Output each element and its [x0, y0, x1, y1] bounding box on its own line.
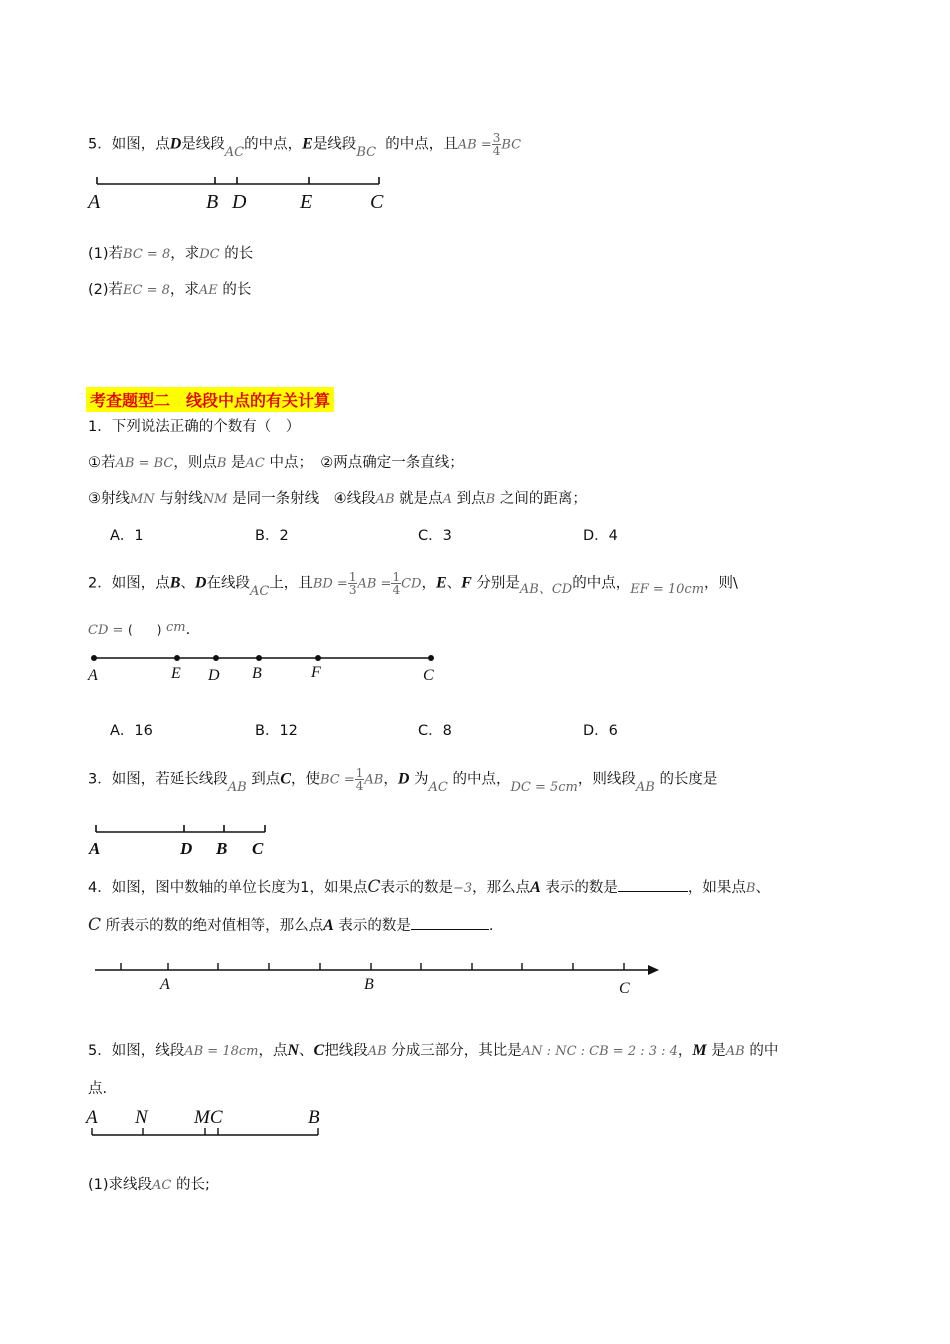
fig2-label-F: F — [311, 664, 321, 681]
q5a-sub1: (1)若BC = 8，求DC 的长 — [88, 246, 254, 262]
fig4-label-A: A — [160, 976, 170, 993]
fig2-label-D: D — [208, 667, 220, 684]
q1-statements-3-4: ③射线MN 与射线NM 是同一条射线 ④线段AB 就是点A 到点B 之间的距离； — [88, 491, 587, 507]
fig2-label-A: A — [88, 667, 98, 684]
fig1-label-B: B — [206, 191, 219, 213]
q2-stem-line2: CD = ( ) cm. — [88, 620, 191, 638]
fig1-label-E: E — [300, 191, 313, 213]
fig2-point-A — [91, 655, 97, 661]
q4-stem: 4．如图，图中数轴的单位长度为1，如果点C表示的数是−3，那么点A 表示的数是 ，如果点B、 — [88, 877, 770, 897]
q2-option-a[interactable]: A．16 — [110, 723, 153, 739]
fig3-label-C: C — [252, 839, 264, 858]
q2-option-d[interactable]: D．6 — [583, 723, 618, 739]
fig2-point-B — [256, 655, 262, 661]
q5b-stem: 5．如图，线段AB = 18cm，点N、C把线段AB 分成三部分，其比是AN : NC : CB = 2 : 3 : 4，M 是AB 的中 — [88, 1042, 779, 1059]
fig2-label-E: E — [171, 665, 181, 682]
arrow-head-icon — [648, 965, 659, 975]
fig5-label-N: N — [135, 1107, 148, 1128]
q1-option-b[interactable]: B．2 — [255, 528, 289, 544]
fig2-point-D — [213, 655, 219, 661]
q5b-stem-line2: 点. — [88, 1081, 108, 1097]
q1-option-c[interactable]: C．3 — [418, 528, 452, 544]
fig3-label-A: A — [89, 839, 101, 858]
fig3-label-D: D — [180, 839, 193, 858]
fig2-label-B: B — [252, 665, 262, 682]
fig1-label-A: A — [88, 191, 101, 213]
q1-option-a[interactable]: A．1 — [110, 528, 144, 544]
fig4-label-B: B — [364, 976, 374, 993]
fig2-point-F — [315, 655, 321, 661]
q1-stem: 1．下列说法正确的个数有（ ） — [88, 419, 301, 435]
q1-statements-1-2: ①若AB = BC，则点B 是AC 中点； ②两点确定一条直线； — [88, 455, 464, 471]
q4-stem-line2: C 所表示的数的绝对值相等，那么点A 表示的数是 . — [88, 915, 494, 935]
q2-option-b[interactable]: B．12 — [255, 723, 298, 739]
fig5-label-A: A — [86, 1107, 98, 1128]
q1-option-d[interactable]: D．4 — [583, 528, 618, 544]
q5a-stem: 5．如图，点D是线段AC的中点，E是线段BC 的中点，且AB = $\frac{3}{4}$ BC — [88, 131, 522, 160]
figure-q3 — [96, 825, 265, 832]
section-heading: 考查题型二 线段中点的有关计算 — [86, 387, 334, 412]
fig1-label-C: C — [370, 191, 384, 213]
figure-q5b — [92, 1128, 318, 1135]
q3-stem: 3．如图，若延长线段AB 到点C，使BC = $\frac{1}{4}$ AB，D 为AC 的中点，DC = 5cm，则线段AB 的长度是 — [88, 766, 718, 795]
fig2-label-C: C — [423, 667, 434, 684]
fig5-label-MC: MC — [194, 1107, 223, 1128]
fig3-label-B: B — [216, 839, 228, 858]
q5b-sub1: (1)求线段AC 的长; — [88, 1177, 210, 1193]
figure-q4-number-line — [95, 963, 650, 970]
fig4-label-C: C — [619, 980, 630, 997]
answer-blank-1[interactable] — [618, 891, 688, 892]
q5a-sub2: (2)若EC = 8，求AE 的长 — [88, 282, 252, 298]
q2-stem: 2．如图，点B、D在线段AC上，且BD = $\frac{1}{3}$ AB = $\frac{1}{4}$ CD，E、F 分别是AB、CD的中点，EF = 10cm，则\ — [88, 570, 738, 599]
fig2-point-E — [174, 655, 180, 661]
fig5-label-B: B — [308, 1107, 320, 1128]
fig2-point-C — [428, 655, 434, 661]
q2-option-c[interactable]: C．8 — [418, 723, 452, 739]
answer-blank-2[interactable] — [411, 929, 489, 930]
fraction: $\frac{3}{4}$ — [492, 131, 501, 158]
figure-q5a — [97, 177, 379, 184]
fig1-label-D: D — [232, 191, 247, 213]
